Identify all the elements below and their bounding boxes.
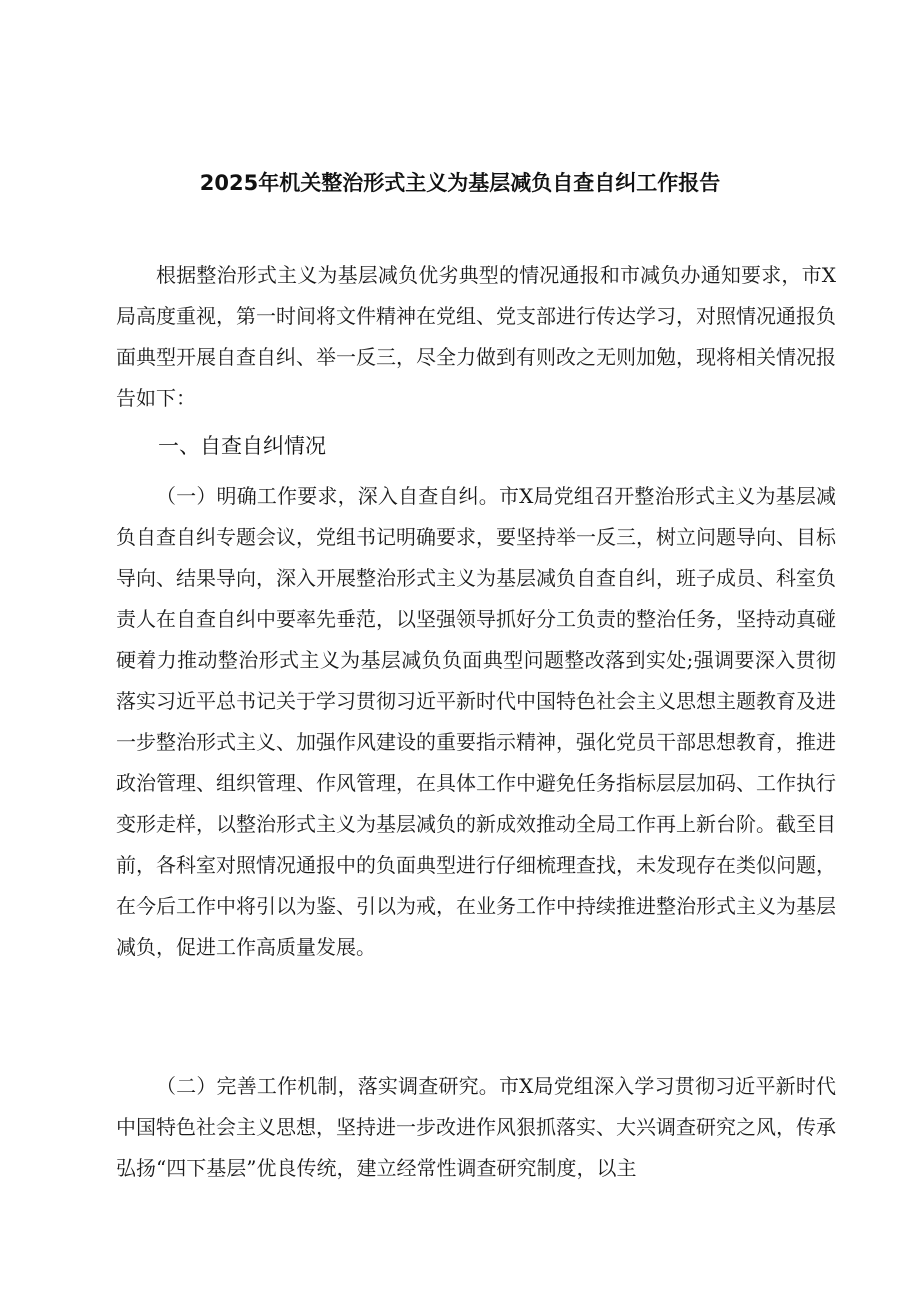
paragraph-item-1: （一）明确工作要求，深入自查自纠。市X局党组召开整治形式主义为基层减负自查自纠专题会议，党组书记明确要求，要坚持举一反三，树立问题导向、目标导向、结果导向，深入开展整治形式主义为基层减负自查自纠，班子成员、科室负责人在自查自纠中要率先垂范，以坚强领导抓好分工负责的整治任务，坚持动真碰硬着力推动整治形式主义为基层减负负面典型问题整改落到实处;强调要深入贯彻落实习近平总书记关于学习贯彻习近平新时代中国特色社会主义思想主题教育及进一步整治形式主义、加强作风建设的重要指示精神，强化党员干部思想教育，推进政治管理、组织管理、作风管理，在具体工作中避免任务指标层层加码、工作执行变形走样，以整治形式主义为基层减负的新成效推动全局工作再上新台阶。截至目前，各科室对照情况通报中的负面典型进行仔细梳理查找，未发现存在类似问题，在今后工作中将引以为鉴、引以为戒，在业务工作中持续推进整治形式主义为基层减负，促进工作高质量发展。 [116, 484, 836, 959]
document-title: 2025年机关整治形式主义为基层减负自查自纠工作报告 [199, 171, 721, 195]
paragraph-item-2: （二）完善工作机制，落实调查研究。市X局党组深入学习贯彻习近平新时代中国特色社会主义思想，坚持进一步改进作风狠抓落实、大兴调查研究之风，传承弘扬“四下基层”优良传统，建立经常性调查研究制度，以主 [116, 1074, 836, 1180]
section-heading: 一、自查自纠情况 [158, 434, 326, 458]
intro-paragraph: 根据整治形式主义为基层减负优劣典型的情况通报和市减负办通知要求，市X局高度重视，第一时间将文件精神在党组、党支部进行传达学习，对照情况通报负面典型开展自查自纠、举一反三，尽全力做到有则改之无则加勉，现将相关情况报告如下： [116, 263, 836, 410]
